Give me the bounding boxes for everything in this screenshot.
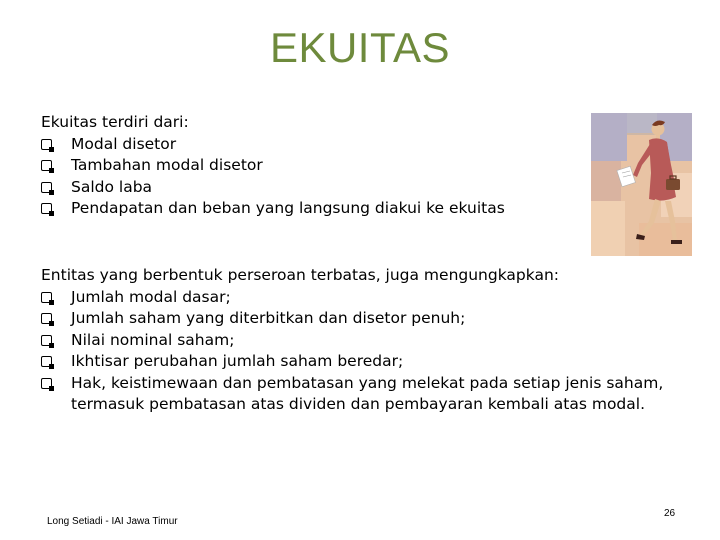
checkbox-bullet-icon [41,160,52,171]
list-item: Jumlah modal dasar; [41,287,681,309]
checkbox-bullet-icon [41,378,52,389]
checkbox-bullet-icon [41,203,52,214]
list-item: Ikhtisar perubahan jumlah saham beredar; [41,351,681,373]
section-intro: Ekuitas terdiri dari: [41,113,189,131]
equity-components-section [41,112,681,220]
checkbox-bullet-icon [41,292,52,303]
checkbox-bullet-icon [41,335,52,346]
pt-disclosures-section [41,265,681,416]
list-item: Tambahan modal disetor [41,155,681,177]
page-number: 26 [664,508,676,519]
list-item: Pendapatan dan beban yang langsung diakui ke ekuitas [41,198,681,220]
list-item: Nilai nominal saham; [41,330,681,352]
equity-components-list [41,134,681,220]
checkbox-bullet-icon [41,356,52,367]
section-intro: Entitas yang berbentuk perseroan terbatas, juga mengungkapkan: [41,266,560,284]
list-item: Jumlah saham yang diterbitkan dan disetor penuh; [41,308,681,330]
slide-title: EKUITAS [269,24,451,71]
walking-businesswoman-clipart-icon [591,113,692,256]
checkbox-bullet-icon [41,139,52,150]
pt-disclosures-list [41,287,681,416]
footer-author: Long Setiadi - IAI Jawa Timur [47,516,178,527]
list-item: Modal disetor [41,134,681,156]
list-item: Saldo laba [41,177,681,199]
checkbox-bullet-icon [41,182,52,193]
list-item: Hak, keistimewaan dan pembatasan yang melekat pada setiap jenis saham, termasuk pembatasan atas dividen dan pembayaran kembali atas modal. [41,373,671,416]
checkbox-bullet-icon [41,313,52,324]
